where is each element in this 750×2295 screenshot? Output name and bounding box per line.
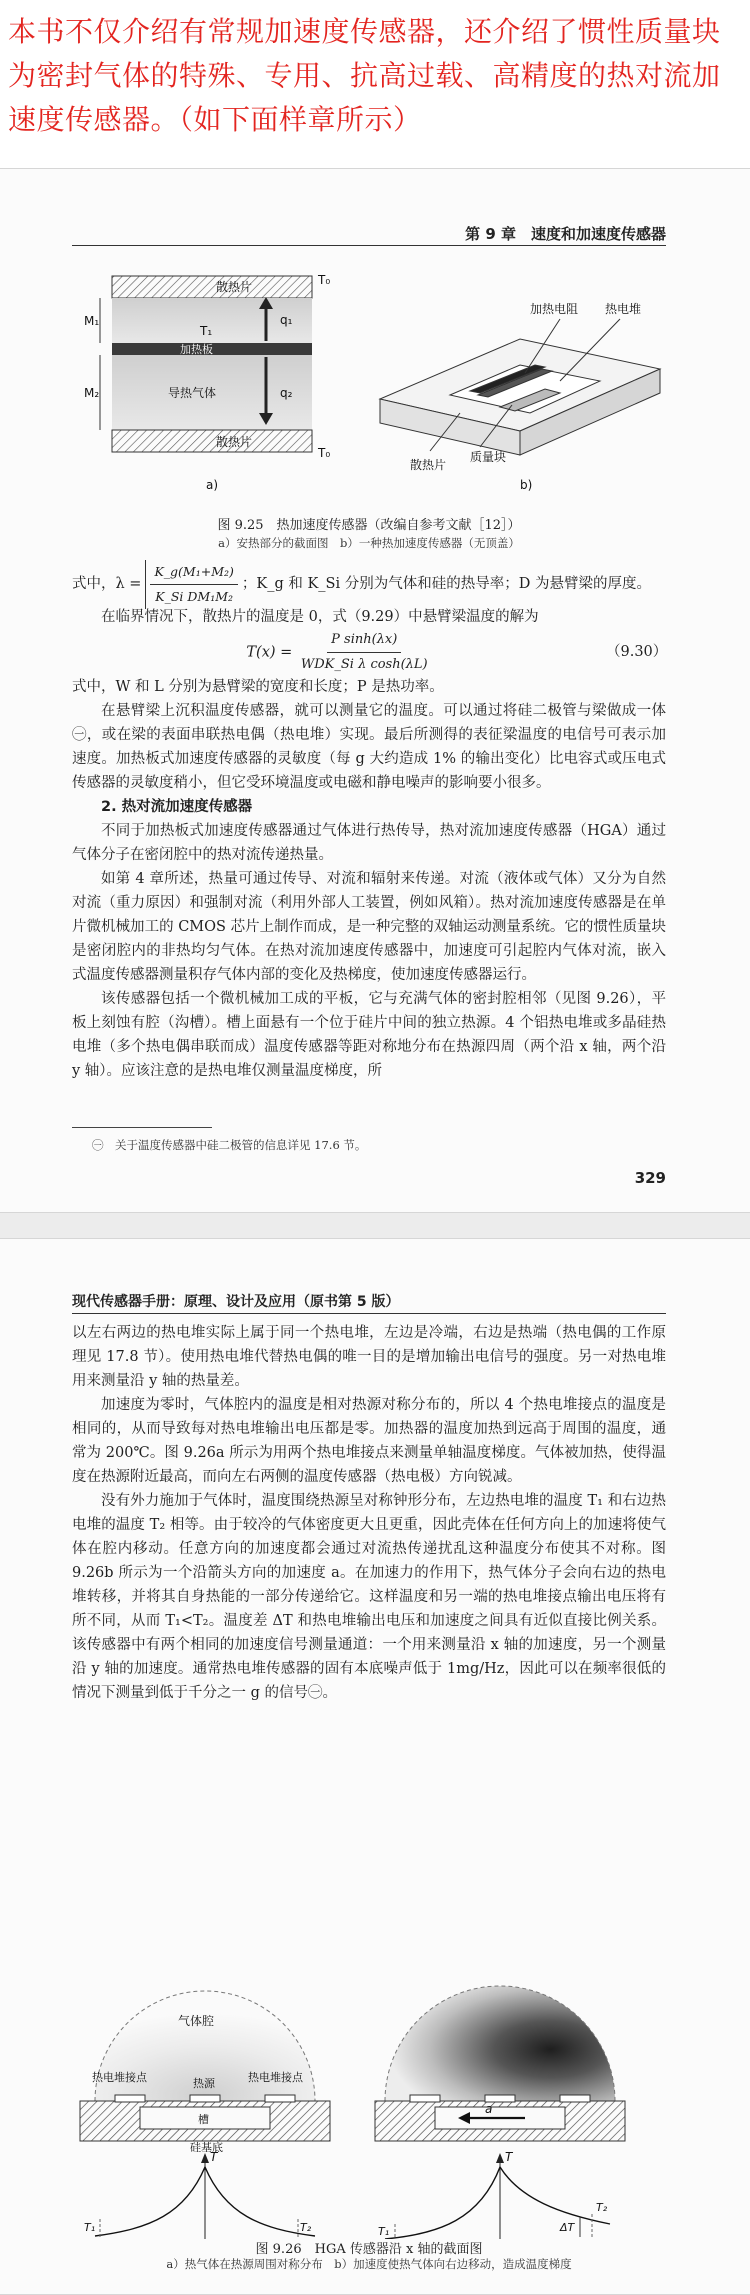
figure-9-26b [375, 1986, 625, 2239]
heatsink-top [112, 276, 312, 298]
heatsink-bottom [112, 430, 312, 452]
lambda-numerator: K_g(M₁+M₂) [150, 560, 237, 585]
label-t1-b: T₁ [378, 2225, 390, 2238]
footnote: ㊀ 关于温度传感器中硅二极管的信息详见 17.6 节。 [92, 1138, 367, 1152]
label-t2-b: T₂ [596, 2201, 608, 2214]
label-gas: 导热气体 [168, 386, 217, 400]
formula-where: 式中，λ = [72, 576, 142, 592]
label-substrate: 硅基底 [190, 2141, 223, 2154]
eq-930-denominator: WDK_Si λ cosh(λL) [300, 656, 428, 672]
para-4: 该传感器包括一个微机械加工成的平板，它与充满气体的密封腔相邻（见图 9.26），平板上刻蚀有腔（沟槽）。槽上面悬有一个位于硅片中间的独立热源。4 个铝热电堆或多晶硅热电堆（多个热电偶串联而成）温度传感器等距对称地分布在热源四周（两个沿 x 轴，两个沿 y 轴）。应该注意的是热电堆仅测量温度梯度，所 [72, 991, 666, 1079]
label-t-axis-b: T [505, 2150, 513, 2164]
label-junction-left: 热电堆接点 [92, 2071, 147, 2084]
label-a-accel: a [485, 2102, 493, 2116]
equation-9-30 [72, 629, 666, 675]
subfig-a-label: a) [206, 478, 219, 492]
running-head: 现代传感器手册：原理、设计及应用（原书第 5 版） [72, 1294, 400, 1310]
eq-930-fraction [297, 628, 432, 677]
formula-rest: ；K_g 和 K_Si 分别为气体和硅的热导率；D 为悬臂梁的厚度。 [241, 576, 651, 592]
lambda-fraction [145, 560, 237, 609]
para-2: 加速度为零时，气体腔内的温度是相对热源对称分布的，所以 4 个热电堆接点的温度是相同的，从而导致每对热电堆输出电压都是零。加热器的温度加热到远高于周围的温度，通常为 200℃。图 9.26a 所示为用两个热电堆接点来测量单轴温度梯度。气体被加热，使得温度在热源附近最高，而向左右两侧的温度传感器（热电极）方向锐减。 [72, 1397, 666, 1485]
label-heater-resistor: 加热电阻 [530, 302, 579, 316]
page-gap [0, 1213, 750, 1238]
footnote-rule [72, 1127, 212, 1128]
eq-930-numerator: P sinh(λx) [327, 628, 401, 653]
label-q1: q₁ [280, 313, 293, 327]
label-m2: M₂ [84, 386, 100, 400]
para-critical: 在临界情况下，散热片的温度是 0，式（9.29）中悬臂梁温度的解为 [101, 609, 539, 625]
label-groove: 槽 [198, 2113, 209, 2126]
label-q2: q₂ [280, 386, 293, 400]
label-junction-right: 热电堆接点 [248, 2071, 303, 2084]
book-page-329 [0, 168, 750, 1213]
gas-cavity-dome-b [385, 1986, 615, 2101]
section-subhead: 2. 热对流加速度传感器 [101, 799, 253, 815]
figure-9-25-subcaption: a）安热部分的截面图 b）一种热加速度传感器（无顶盖） [218, 536, 520, 550]
figure-9-25b [380, 319, 660, 455]
eq-930-number: （9.30） [606, 644, 668, 660]
label-delta-t: ΔT [560, 2221, 575, 2234]
label-heatsink-top: 散热片 [216, 280, 253, 294]
junction-right [265, 2095, 295, 2102]
label-t0-bottom: T₀ [318, 446, 331, 460]
label-t1-a: T₁ [84, 2221, 96, 2234]
book-page-330 [0, 1238, 750, 2295]
label-t0-top: T₀ [318, 273, 331, 287]
promo-text: 本书不仅介绍有常规加速度传感器，还介绍了惯性质量块为密封气体的特殊、专用、抗高过载、高精度的热对流加速度传感器。（如下面样章所示） [8, 15, 721, 136]
junction-left-b [410, 2095, 440, 2102]
figure-9-26-subcaption: a）热气体在热源周围对称分布 b）加速度使热气体向右边移动，造成温度梯度 [166, 2257, 572, 2271]
figure-9-26 [0, 1239, 750, 2239]
subfig-b-label: b) [520, 478, 533, 492]
para-3: 没有外力施加于气体时，温度围绕热源呈对称钟形分布，左边热电堆的温度 T₁ 和右边热电堆的温度 T₂ 相等。由于较冷的气体密度更大且更重，因此壳体在任何方向上的加速将使气体在腔内移动。任意方向的加速度都会通过对流热传递扰乱这种温度分布使其不对称。图 9.26b 所示为一个沿箭头方向的加速度 a。在加速力的作用下，热气体分子会向右边的热电堆转移，并将其自身热能的一部分传递给它。这样温度和另一端的热电堆接点输出电压将有所不同，从而 T₁<T₂。温度差 ΔT 和热电堆输出电压和加速度之间具有近似直接比例关系。该传感器中有两个相同的加速度信号测量通道：一个用来测量沿 x 轴的加速度，另一个测量沿 y 轴的加速度。通常热电堆传感器的固有本底噪声低于 1mg/Hz，因此可以在频率很低的情况下测量到低于千分之一 g 的信号㊀。 [72, 1493, 666, 1701]
label-heatsink-bottom: 散热片 [216, 435, 253, 449]
junction-left [115, 2095, 145, 2102]
lambda-formula-line [72, 563, 666, 605]
para-1: 在悬臂梁上沉积温度传感器，就可以测量它的温度。可以通过将硅二极管与梁做成一体㊀，或在梁的表面串联热电偶（热电堆）实现。最后所测得的表征梁温度的电信号可表示加速度。加热板式加速度传感器的灵敏度（每 g 大约造成 1% 的输出变化）比电容式或压电式传感器的灵敏度稍小，但它受环境温度或电磁和静电噪声的影响要小很多。 [72, 703, 666, 791]
label-heater: 加热板 [180, 343, 213, 356]
label-t1: T₁ [200, 324, 213, 338]
label-heatsink-b: 散热片 [410, 458, 447, 472]
label-t2-a: T₂ [300, 2221, 312, 2234]
figure-9-25a [100, 276, 312, 452]
para-3: 如第 4 章所述，热量可通过传导、对流和辐射来传递。对流（液体或气体）又分为自然对流（重力原因）和强制对流（利用外部人工装置，例如风箱）。热对流加速度传感器是在单片微机械加工的 CMOS 芯片上制作而成，是一种完整的双轴运动测量系统。它的惯性质量块是密闭腔内的非热均匀气体。在热对流加速度传感器中，加速度可引起腔内气体对流，嵌入式温度传感器测量积存气体内部的变化及热梯度，使加速度传感器运行。 [72, 871, 666, 983]
para-2: 不同于加热板式加速度传感器通过气体进行热传导，热对流加速度传感器（HGA）通过气体分子在密闭腔中的热对流传递热量。 [72, 823, 666, 863]
label-t-axis-a: T [210, 2150, 218, 2164]
figure-9-26-caption: 图 9.26 HGA 传感器沿 x 轴的截面图 [255, 2242, 483, 2257]
label-mass: 质量块 [470, 450, 507, 464]
label-gas-cavity: 气体腔 [178, 2014, 215, 2028]
temperature-curve-b [385, 2167, 610, 2239]
page-329-body [72, 563, 666, 1083]
heat-source-b [485, 2095, 515, 2102]
label-heat-source: 热源 [193, 2077, 215, 2090]
label-m1: M₁ [84, 314, 100, 328]
heat-source [190, 2095, 220, 2102]
para-wl: 式中，W 和 L 分别为悬臂梁的宽度和长度；P 是热功率。 [72, 679, 444, 695]
running-head: 第 9 章 速度和加速度传感器 [465, 225, 666, 243]
eq-930-lhs: T(x) = [246, 644, 293, 660]
figure-9-25-caption: 图 9.25 热加速度传感器（改编自参考文献［12］） [217, 518, 521, 533]
label-thermopile: 热电堆 [605, 302, 642, 316]
para-1: 以左右两边的热电堆实际上属于同一个热电堆，左边是冷端，右边是热端（热电偶的工作原理见 17.8 节）。使用热电堆代替热电偶的唯一目的是增加输出电信号的强度。另一对热电堆用来测量沿 y 轴的热量差。 [72, 1325, 666, 1389]
page-number: 329 [634, 1169, 666, 1187]
lambda-denominator: K_Si DM₁M₂ [155, 588, 234, 604]
junction-right-b [560, 2095, 590, 2102]
